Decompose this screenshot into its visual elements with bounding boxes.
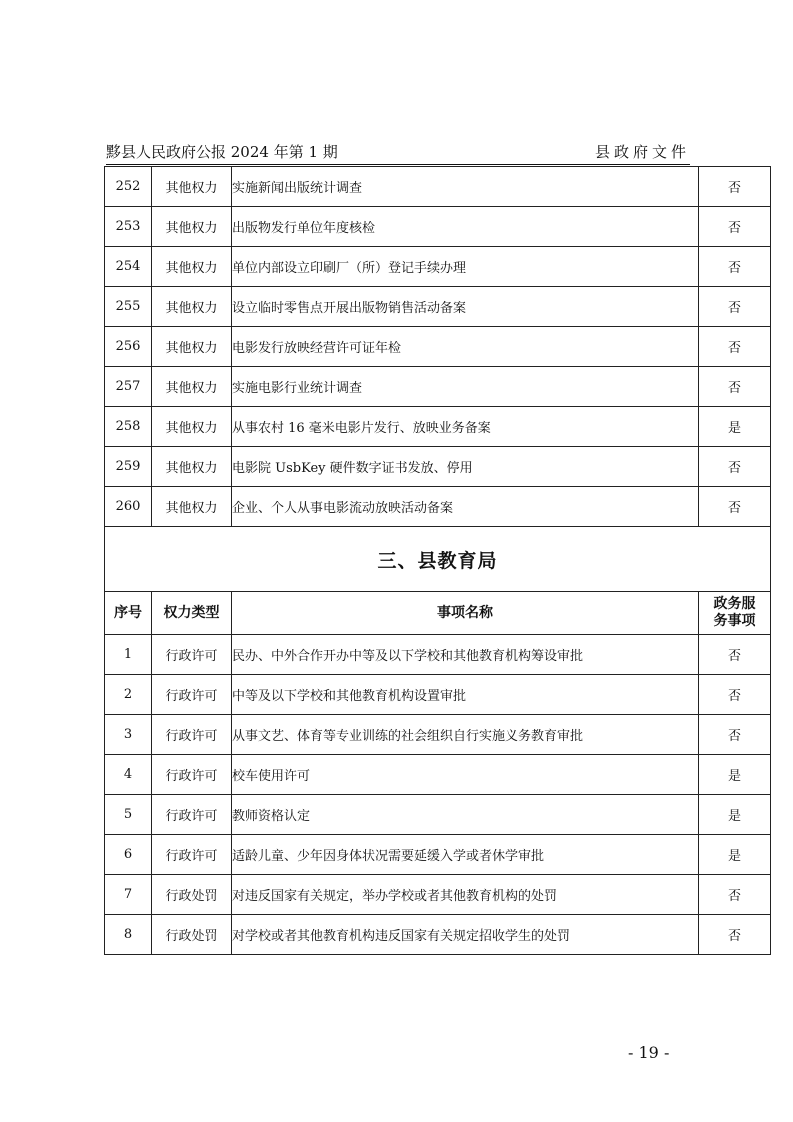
table-row: [105, 207, 771, 247]
column-header-row: [105, 592, 771, 635]
header-rule: [106, 164, 690, 165]
cell-gov-service: 否: [699, 487, 771, 527]
cell-power-type: 其他权力: [152, 487, 232, 527]
cell-item-name: 适龄儿童、少年因身体状况需要延缓入学或者休学审批: [232, 835, 699, 875]
cell-item-name: 实施新闻出版统计调查: [232, 167, 699, 207]
cell-number: 259: [105, 447, 152, 487]
cell-power-type: 行政许可: [152, 755, 232, 795]
table-body-bottom: [105, 635, 771, 955]
education-section: [105, 527, 771, 635]
table-row: [105, 715, 771, 755]
cell-gov-service: 否: [699, 875, 771, 915]
cell-number: 3: [105, 715, 152, 755]
cell-number: 7: [105, 875, 152, 915]
cell-item-name: 电影院 UsbKey 硬件数字证书发放、停用: [232, 447, 699, 487]
cell-number: 260: [105, 487, 152, 527]
document-category: 县政府文件: [594, 143, 690, 161]
col-header-service-line1: 政务服: [713, 596, 756, 612]
cell-number: 258: [105, 407, 152, 447]
cell-item-name: 对违反国家有关规定，举办学校或者其他教育机构的处罚: [232, 875, 699, 915]
table-row: [105, 795, 771, 835]
cell-gov-service: 否: [699, 367, 771, 407]
page-header: [106, 141, 690, 163]
cell-power-type: 行政许可: [152, 715, 232, 755]
cell-gov-service: 否: [699, 635, 771, 675]
cell-number: 8: [105, 915, 152, 955]
table-row: [105, 247, 771, 287]
cell-gov-service: 是: [699, 795, 771, 835]
cell-number: 253: [105, 207, 152, 247]
cell-power-type: 其他权力: [152, 407, 232, 447]
table-row: [105, 407, 771, 447]
table-row: [105, 327, 771, 367]
cell-power-type: 行政许可: [152, 635, 232, 675]
cell-gov-service: 是: [699, 755, 771, 795]
cell-number: 257: [105, 367, 152, 407]
col-header-service-line2: 务事项: [713, 613, 756, 629]
cell-item-name: 中等及以下学校和其他教育机构设置审批: [232, 675, 699, 715]
col-header-type: 权力类型: [152, 592, 232, 635]
cell-item-name: 校车使用许可: [232, 755, 699, 795]
cell-item-name: 企业、个人从事电影流动放映活动备案: [232, 487, 699, 527]
cell-item-name: 从事文艺、体育等专业训练的社会组织自行实施义务教育审批: [232, 715, 699, 755]
cell-item-name: 对学校或者其他教育机构违反国家有关规定招收学生的处罚: [232, 915, 699, 955]
table-row: [105, 447, 771, 487]
cell-power-type: 行政许可: [152, 795, 232, 835]
cell-number: 5: [105, 795, 152, 835]
section-heading-row: [105, 527, 771, 592]
cell-power-type: 其他权力: [152, 247, 232, 287]
table-row: [105, 755, 771, 795]
page-number: - 19 -: [628, 1043, 670, 1062]
cell-power-type: 行政许可: [152, 835, 232, 875]
cell-number: 1: [105, 635, 152, 675]
cell-item-name: 出版物发行单位年度核检: [232, 207, 699, 247]
cell-item-name: 电影发行放映经营许可证年检: [232, 327, 699, 367]
col-header-service: [699, 592, 771, 635]
cell-gov-service: 是: [699, 407, 771, 447]
cell-item-name: 民办、中外合作开办中等及以下学校和其他教育机构筹设审批: [232, 635, 699, 675]
cell-item-name: 单位内部设立印刷厂（所）登记手续办理: [232, 247, 699, 287]
table-row: [105, 915, 771, 955]
col-header-name: 事项名称: [232, 592, 699, 635]
cell-gov-service: 否: [699, 915, 771, 955]
table-row: [105, 875, 771, 915]
cell-item-name: 教师资格认定: [232, 795, 699, 835]
cell-gov-service: 否: [699, 167, 771, 207]
cell-gov-service: 是: [699, 835, 771, 875]
section-title: 三、县教育局: [105, 527, 771, 592]
cell-number: 256: [105, 327, 152, 367]
cell-number: 6: [105, 835, 152, 875]
table-row: [105, 487, 771, 527]
cell-gov-service: 否: [699, 447, 771, 487]
col-header-no: 序号: [105, 592, 152, 635]
table-row: [105, 635, 771, 675]
cell-number: 254: [105, 247, 152, 287]
cell-power-type: 其他权力: [152, 287, 232, 327]
cell-gov-service: 否: [699, 207, 771, 247]
table-row: [105, 367, 771, 407]
cell-power-type: 行政许可: [152, 675, 232, 715]
cell-gov-service: 否: [699, 247, 771, 287]
cell-power-type: 其他权力: [152, 367, 232, 407]
cell-power-type: 其他权力: [152, 447, 232, 487]
cell-power-type: 其他权力: [152, 167, 232, 207]
table-row: [105, 167, 771, 207]
table-row: [105, 675, 771, 715]
cell-gov-service: 否: [699, 675, 771, 715]
cell-number: 2: [105, 675, 152, 715]
cell-power-type: 其他权力: [152, 327, 232, 367]
table-row: [105, 835, 771, 875]
table-row: [105, 287, 771, 327]
cell-number: 4: [105, 755, 152, 795]
cell-item-name: 设立临时零售点开展出版物销售活动备案: [232, 287, 699, 327]
cell-power-type: 行政处罚: [152, 875, 232, 915]
cell-number: 255: [105, 287, 152, 327]
power-list-table: [104, 166, 771, 955]
cell-power-type: 行政处罚: [152, 915, 232, 955]
cell-gov-service: 否: [699, 287, 771, 327]
cell-item-name: 实施电影行业统计调查: [232, 367, 699, 407]
cell-number: 252: [105, 167, 152, 207]
cell-gov-service: 否: [699, 715, 771, 755]
cell-gov-service: 否: [699, 327, 771, 367]
cell-item-name: 从事农村 16 毫米电影片发行、放映业务备案: [232, 407, 699, 447]
cell-power-type: 其他权力: [152, 207, 232, 247]
bulletin-title: 黟县人民政府公报 2024 年第 1 期: [106, 143, 338, 161]
table-body-top: [105, 167, 771, 527]
